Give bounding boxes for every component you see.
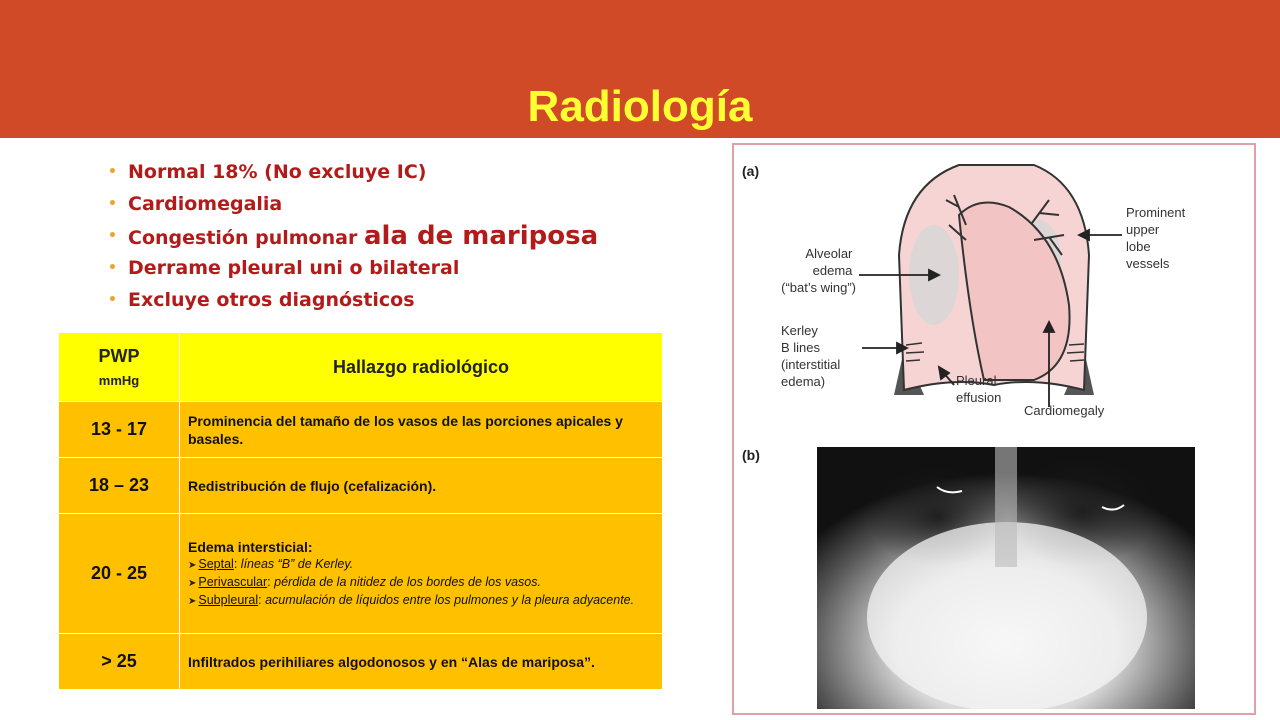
label-prominent: Prominent upper lobe vessels: [1126, 205, 1186, 271]
slide-title: Radiología: [527, 82, 753, 131]
label-cardiomegaly: Cardiomegaly: [1024, 403, 1105, 418]
bullet-list: [108, 156, 598, 316]
finding-text: Prominencia del tamaño de los vasos de las porciones apicales y basales.: [180, 402, 663, 458]
pwp-range: 20 - 25: [59, 514, 180, 634]
arrow-bullet-icon: ➤: [188, 559, 197, 571]
chest-diagram: [734, 145, 1254, 435]
table-row: [59, 634, 663, 690]
bullet-item: • Normal 18% (No excluye IC): [108, 156, 598, 188]
table-row: [59, 402, 663, 458]
finding-text: Edema intersticial:: [188, 538, 313, 555]
table-header-row: [59, 333, 663, 402]
bullet-dot-icon: •: [108, 228, 117, 244]
chest-xray-image: [817, 447, 1195, 709]
pwp-range: > 25: [59, 634, 180, 690]
label-alveolar: Alveolar edema (“bat’s wing”): [781, 246, 856, 295]
bullet-emphasis: ala de mariposa: [363, 221, 599, 251]
pwp-range: 18 – 23: [59, 458, 180, 514]
bullet-dot-icon: •: [108, 164, 117, 180]
finding-cell: [180, 514, 663, 634]
header-pwp: PWP mmHg: [59, 333, 180, 402]
bullet-dot-icon: •: [108, 260, 117, 276]
sub-item: ➤ Perivascular: pérdida de la nitidez de los bordes de los vasos.: [188, 574, 541, 589]
bullet-item: • Excluye otros diagnósticos: [108, 284, 598, 316]
header-finding: Hallazgo radiológico: [180, 333, 663, 402]
pwp-range: 13 - 17: [59, 402, 180, 458]
pwp-table: [58, 332, 663, 690]
bullet-item: • Congestión pulmonar ala de mariposa: [108, 221, 599, 251]
arrow-bullet-icon: ➤: [188, 577, 197, 589]
bullet-item: • Derrame pleural uni o bilateral: [108, 252, 598, 284]
figure-label-a: (a): [742, 163, 760, 179]
finding-text: Infiltrados perihiliares algodonosos y en “Alas de mariposa”.: [180, 634, 663, 690]
bullet-dot-icon: •: [108, 196, 117, 212]
sub-item: ➤ Septal: líneas “B” de Kerley.: [188, 556, 354, 571]
bullet-dot-icon: •: [108, 292, 117, 308]
bullet-item: • Cardiomegalia: [108, 188, 598, 220]
arrow-bullet-icon: ➤: [188, 595, 197, 607]
label-kerley: Kerley B lines (interstitial edema): [781, 323, 841, 389]
radiology-figure: [732, 143, 1256, 715]
table-row: [59, 514, 663, 634]
figure-label-b: (b): [742, 447, 760, 463]
label-pleural: Pleural effusion: [956, 373, 1002, 405]
sub-item: ➤ Subpleural: acumulación de líquidos entre los pulmones y la pleura adyacente.: [188, 592, 635, 607]
table-row: [59, 458, 663, 514]
finding-text: Redistribución de flujo (cefalización).: [180, 458, 663, 514]
